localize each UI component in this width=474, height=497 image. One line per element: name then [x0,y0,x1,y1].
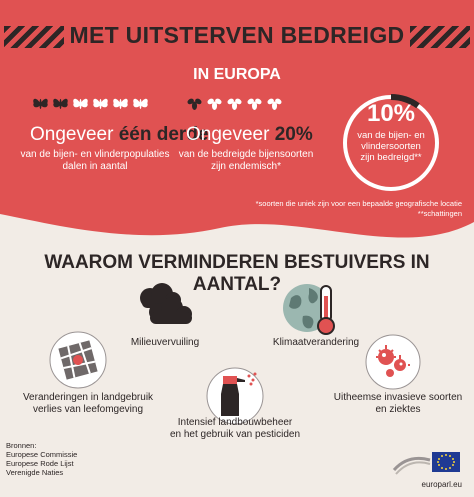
sources-heading: Bronnen: [6,441,37,450]
stat-twenty-percent [186,124,313,146]
butterfly-icon [72,96,89,112]
butterfly-icon [132,96,149,112]
label-line: en het gebruik van pesticiden [169,429,301,440]
ring-desc-line: van de bijen- en [357,130,425,141]
page-title: MET UITSTERVEN BEDREIGD [69,22,405,48]
insect-row-butterflies [32,96,149,112]
page-subtitle: IN EUROPA [193,66,281,83]
stat-highlight: 20% [274,124,313,145]
ring-desc [342,130,440,163]
cause-agriculture-label [160,417,310,441]
label-line: en ziektes [375,404,421,415]
stat-one-desc [20,149,170,173]
label-line: Uitheemse invasieve soorten [333,392,463,403]
label-line: Intensief landbouwbeheer [177,417,293,428]
stat-desc-line: van de bedreigde bijensoorten [178,149,314,160]
cause-climate-label: Klimaatverandering [272,337,360,348]
bee-icon [206,96,223,112]
cloud-pollution-icon [128,282,200,328]
footnote-endemic: *soorten die uniek zijn voor een bepaalde geografische locatie [255,199,462,208]
source-item: Verenigde Naties [6,468,64,477]
footnote-estimates: **schattingen [417,209,462,218]
butterfly-icon [112,96,129,112]
bee-icon [246,96,263,112]
ring-value: 10% [366,100,416,127]
source-item: Europese Commissie [6,450,78,459]
hazard-stripes-right [410,26,470,48]
cause-pollution-label: Milieuvervuiling [130,337,200,348]
bee-icon [186,96,203,112]
source-item: Europese Rode Lijst [6,459,74,468]
hazard-stripes-left [4,26,64,48]
europarl-link[interactable]: europarl.eu [421,480,462,489]
bee-icon [266,96,283,112]
cause-landuse-label [8,392,168,416]
stat-one-third [30,124,209,146]
causes-title: WAAROM VERMINDEREN BESTUIVERS IN AANTAL? [44,252,430,295]
label-line: Veranderingen in landgebruik [22,392,154,403]
sources-list [6,441,77,477]
stat-desc-line: van de bijen- en vlinderpopulaties [20,149,170,160]
insect-row-bees [186,96,283,112]
cause-invasive-label [328,392,468,416]
land-map-icon [48,330,108,390]
stat-desc-line: zijn endemisch* [210,161,282,172]
stat-highlight: één derde [118,124,209,145]
bee-icon [226,96,243,112]
stat-prefix: Ongeveer [186,124,275,145]
butterfly-icon [32,96,49,112]
globe-thermometer-icon [281,280,341,338]
stat-prefix: Ongeveer [30,124,119,145]
bacteria-icon [364,333,422,391]
label-line: verlies van leefomgeving [32,404,144,415]
ring-desc-line: vlindersoorten [361,141,421,152]
butterfly-icon [92,96,109,112]
parliament-logo-icon [392,446,462,476]
ring-desc-line: zijn bedreigd** [360,152,422,163]
butterfly-icon [52,96,69,112]
stat-two-desc [176,149,316,173]
stat-desc-line: dalen in aantal [62,161,128,172]
